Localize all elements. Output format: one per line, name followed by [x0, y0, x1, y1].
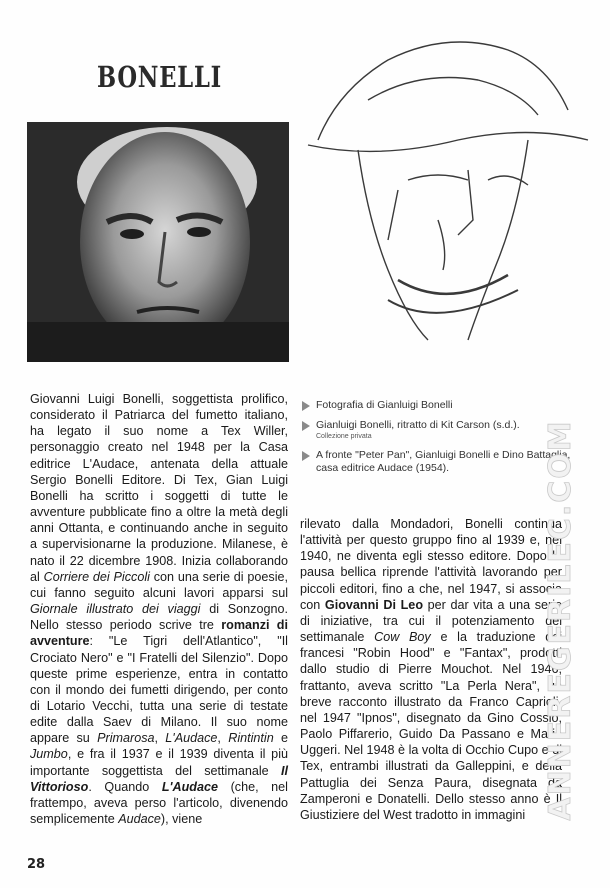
publication-title: L'Audace	[165, 731, 218, 746]
emphasis-text: Giovanni Di Leo	[324, 597, 424, 612]
publication-title: L'Audace	[161, 779, 218, 794]
arrow-right-icon	[302, 401, 310, 411]
publication-title: Audace	[118, 812, 161, 827]
caption-subtext: Collezione privata	[316, 433, 372, 440]
caption-text: Gianluigi Bonelli, ritratto di Kit Carson (s.d.).	[316, 419, 520, 431]
publication-title: Corriere dei Piccoli	[43, 569, 150, 584]
publication-title: Jumbo	[30, 747, 68, 762]
caption-text: A fronte "Peter Pan", Gianluigi Bonelli e Dino Battaglia, casa editrice Audace (1954).	[316, 449, 571, 474]
publication-title: Giornale illustrato dei viaggi	[30, 602, 201, 617]
publication-title: Rintintin	[228, 731, 274, 746]
page-number: 28	[27, 857, 46, 872]
arrow-right-icon	[302, 451, 310, 461]
sketch-drawing	[298, 20, 598, 350]
body-column-right: rilevato dalla Mondadori, Bonelli continua l'attività per questo gruppo fino al 1939 e, nel 1940, ne diventa egli stesso editore. Dopo la pausa bellica riprende l'attività lavorando per piccoli editori, fino a che, nel 1947, si associa con Giovanni Di Leo per dar vita a una serie di iniziative, tra cui il potenziamento del settimanale Cow Boy e la traduzione dei francesi "Robin Hood" e "Fantax", prodotti dallo studio di Pierre Mouchot. Nel 1946, frattanto, aveva scritto "La Perla Nera", un breve racconto illustrato da Franco Caprioli, nel 1947 "Ipnos", disegnato da Gino Cossio, Paolo Piffarerio, Guido Da Passano e Mario Uggeri. Nel 1948 è la volta di Occhio Cupo e di Tex, entrambi illustrati da Galleppini, e della Pattuglia dei Senza Paura, disegnata da Zamperoni e Donatelli. Dello stesso anno è Il Giustiziere del West tradotto in immagini	[300, 517, 562, 822]
watermark-text: ANNEREGERILEC.COM	[543, 419, 578, 821]
kit-carson-sketch	[298, 20, 598, 350]
page-title: BONELLI	[97, 60, 223, 94]
watermark	[540, 410, 600, 830]
emphasis-text: romanzi di avventure	[30, 618, 288, 649]
portrait-image	[27, 122, 289, 362]
publication-title: Il Vittorioso	[30, 763, 288, 794]
publication-title: Cow Boy	[374, 630, 431, 645]
portrait-photo	[27, 122, 289, 362]
publication-title: Primarosa	[97, 731, 155, 746]
caption-text: Fotografia di Gianluigi Bonelli	[316, 399, 453, 411]
arrow-right-icon	[302, 421, 310, 431]
body-column-left: Giovanni Luigi Bonelli, soggettista prolifico, considerato il Patriarca del fumetto italiano, ha legato il suo nome a Tex Willer, personaggio creato nel 1948 per la Casa editrice L'Audace, antenata della attuale Sergio Bonelli Editore. Di Tex, Gian Luigi Bonelli ha scritto i soggetti di tutte le avventure pubblicate fino a oltre la metà degli anni Ottanta, e continuando anche in seguito a supervisionarne la produzione. Milanese, è nato il 22 dicembre 1908. Inizia collaborando al Corriere dei Piccoli con una serie di poesie, cui fanno seguito alcuni lavori apparsi sul Giornale illustrato dei viaggi di Sonzogno. Nello stesso periodo scrive tre romanzi di avventure: "Le Tigri dell'Atlantico", "Il Crociato Nero" e "I Fratelli del Silenzio". Dopo queste prime esperienze, entra in contatto con il mondo dei fumetti dirigendo, per conto di Lotario Vecchi, tutta una serie di testate edite dalla Saev di Milano. Il suo nome appare su Primarosa, L'Audace, Rintintin e Jumbo, e fra il 1937 e il 1939 diventa il più importante soggettista del settimanale Il Vittorioso. Quando L'Audace (che, nel frattempo, aveva perso l'articolo, divenendo semplicemente Audace), viene	[30, 392, 289, 827]
